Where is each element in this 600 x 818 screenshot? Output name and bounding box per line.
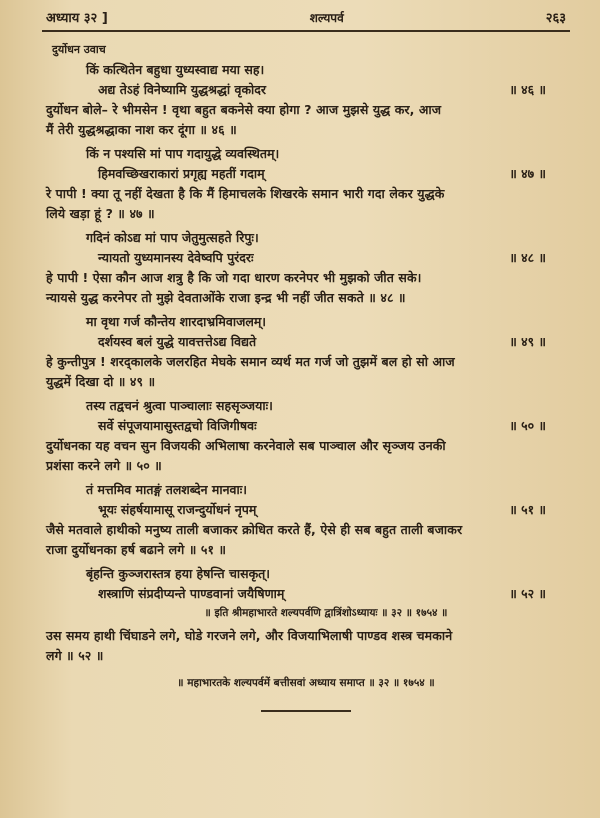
verse-block (46, 60, 566, 140)
sanskrit-verse-line: मा वृथा गर्ज कौन्तेय शारदाभ्रमिवाजलम्। (86, 314, 267, 329)
translation-line: युद्धमें दिखा दो ॥ ४९ ॥ (46, 374, 156, 389)
sanskrit-verse-line: तस्य तद्वचनं श्रुत्वा पाञ्चालाः सहसृञ्जयाः। (86, 398, 273, 413)
sanskrit-verse-text: दर्शयस्व बलं युद्धे यावत्तत्तेऽद्य विद्यते (98, 334, 257, 349)
sanskrit-verse-text: सर्वे संपूजयामासुस्तद्वचो विजिगीषवः (98, 418, 257, 433)
verse-block (46, 144, 566, 224)
translation-line: हे पापी ! ऐसा कौन आज शत्रु है कि जो गदा धारण करनेपर भी मुझको जीत सके। (46, 270, 422, 285)
translation-line: मैं तेरी युद्धश्रद्धाका नाश कर दूंगा ॥ ४६ ॥ (46, 122, 237, 137)
translation-line: जैसे मतवाले हाथीको मनुष्य ताली बजाकर क्रोधित करते हैं, ऐसे ही सब बहुत ताली बजाकर (46, 522, 463, 537)
translation-line: राजा दुर्योधनका हर्ष बढाने लगे ॥ ५१ ॥ (46, 542, 227, 557)
verse-block (46, 228, 566, 308)
verse-number: ॥ ४७ ॥ (509, 166, 546, 181)
sanskrit-verse-text: शस्त्राणि संप्रदीप्यन्ते पाण्डवानां जयैषिणाम् (98, 586, 285, 601)
translation-line: न्यायसे युद्ध करनेपर तो मुझे देवताओंके राजा इन्द्र भी नहीं जीत सकते ॥ ४८ ॥ (46, 290, 406, 305)
hindi-translation (46, 520, 566, 560)
sanskrit-verse-text: भूयः संहर्षयामासू राजन्दुर्योधनं नृपम् (98, 502, 257, 517)
colophon-line: ॥ इति श्रीमहाभारते शल्यपर्वणि द्वात्रिंशोऽध्यायः ॥ ३२ ॥ १७५४ ॥ (204, 607, 448, 619)
translation-line: रे पापी ! क्या तू नहीं देखता है कि मैं हिमाचलके शिखरके समान भारी गदा लेकर युद्धके (46, 186, 445, 201)
translation-line: लिये खड़ा हूं ? ॥ ४७ ॥ (46, 206, 155, 221)
verse-block (46, 312, 566, 392)
sanskrit-verse-line: किं कत्थितेन बहुधा युध्यस्वाद्य मया सह। (86, 62, 265, 77)
chapter-label: अध्याय ३२ ] (46, 11, 108, 26)
verse-block (46, 396, 566, 476)
sanskrit-verse-line (46, 164, 566, 184)
speaker-label: दुर्योधन उवाच (52, 43, 106, 56)
hindi-translation (46, 100, 566, 140)
sanskrit-verse-text: न्यायतो युध्यमानस्य देवेष्वपि पुरंदरः (98, 250, 254, 265)
verse-block (46, 480, 566, 560)
translation-line: दुर्योधन बोले– रे भीमसेन ! वृथा बहुत बकनेसे क्या होगा ? आज मुझसे युद्ध कर, आज (46, 102, 442, 117)
sanskrit-verse-text: हिमवच्छिखराकारां प्रगृह्य महतीं गदाम् (98, 166, 265, 181)
verse-block (46, 564, 566, 666)
sanskrit-verse-line: बृंहन्ति कुञ्जरास्तत्र हया हेषन्ति चासकृत्। (86, 566, 271, 581)
verse-number: ॥ ४९ ॥ (509, 334, 546, 349)
hindi-translation (46, 184, 566, 224)
sanskrit-verse-line (46, 584, 566, 604)
sanskrit-verse-line (46, 248, 566, 268)
running-title: शल्यपर्व (309, 11, 344, 25)
sanskrit-verse-text: अद्य तेऽहं विनेष्यामि युद्धश्रद्धां वृकोदर (98, 82, 267, 97)
end-rule (261, 710, 351, 712)
verse-number: ॥ ४६ ॥ (509, 82, 546, 97)
header-rule (42, 30, 570, 32)
hindi-translation (46, 268, 566, 308)
sanskrit-verse-line: गदिनं कोऽद्य मां पाप जेतुमुत्सहते रिपुः। (86, 230, 259, 245)
translation-line: लगे ॥ ५२ ॥ (46, 648, 104, 663)
verse-number: ॥ ५० ॥ (509, 418, 546, 433)
translation-line: प्रशंसा करने लगे ॥ ५० ॥ (46, 458, 162, 473)
sanskrit-verse-line: तं मत्तमिव मातङ्गं तलशब्देन मानवाः। (86, 482, 247, 497)
hindi-translation (46, 436, 566, 476)
page-number: २६३ (545, 11, 566, 26)
verse-number: ॥ ५२ ॥ (509, 586, 546, 601)
hindi-translation (46, 626, 566, 666)
translation-line: दुर्योधनका यह वचन सुन विजयकी अभिलाषा करनेवाले सब पाञ्चाल और सृञ्जय उनकी (46, 438, 446, 453)
verse-number: ॥ ४८ ॥ (509, 250, 546, 265)
sanskrit-verse-line: किं न पश्यसि मां पाप गदायुद्धे व्यवस्थितम्। (86, 146, 280, 161)
hindi-translation (46, 352, 566, 392)
sanskrit-verse-line (46, 80, 566, 100)
sanskrit-verse-line (46, 416, 566, 436)
verse-number: ॥ ५१ ॥ (509, 502, 546, 517)
chapter-end-note: ॥ महाभारतके शल्यपर्वमें बत्तीसवां अध्याय समाप्त ॥ ३२ ॥ १७५४ ॥ (177, 677, 435, 689)
verse-content (46, 60, 566, 666)
page-header (46, 8, 566, 30)
translation-line: उस समय हाथी चिंघाडने लगे, घोडे गरजने लगे, और विजयाभिलाषी पाण्डव शस्त्र चमकाने (46, 628, 453, 643)
sanskrit-verse-line (46, 500, 566, 520)
sanskrit-verse-line (46, 332, 566, 352)
translation-line: हे कुन्तीपुत्र ! शरद्कालके जलरहित मेघके समान व्यर्थ मत गर्ज जो तुझमें बल हो सो आज (46, 354, 455, 369)
